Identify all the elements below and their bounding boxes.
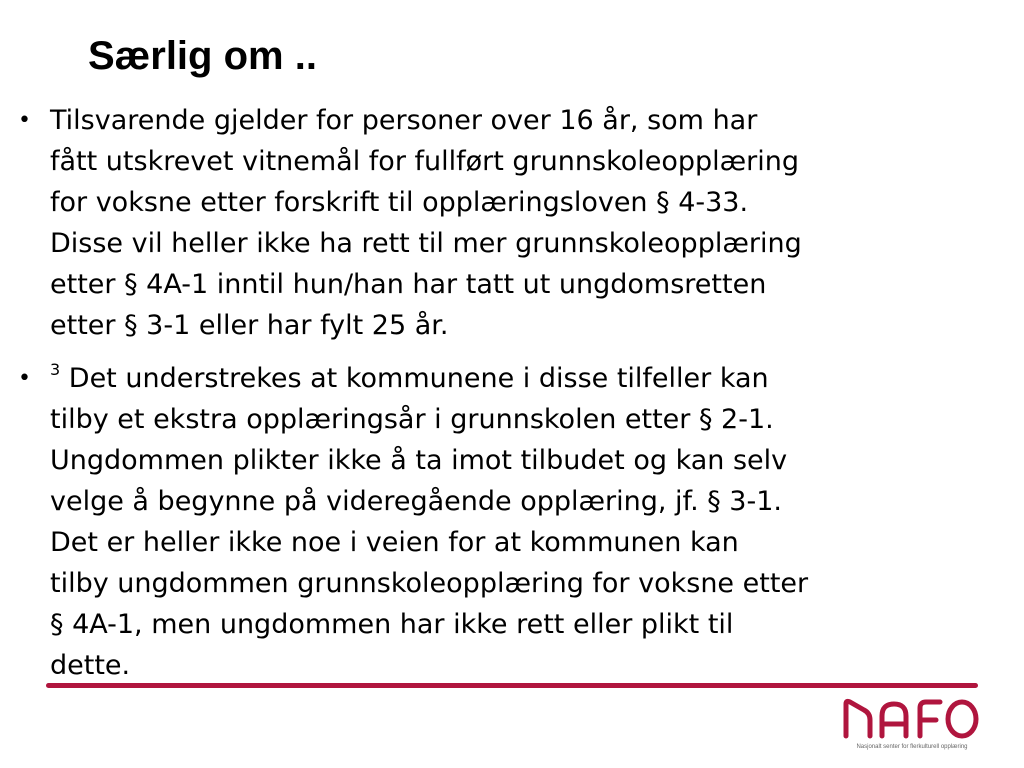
nafo-logo-mark [842, 694, 982, 742]
footer-divider [46, 683, 978, 688]
bullet-text-line: § 4A-1, men ungdommen har ikke rett eller plikt til [50, 609, 734, 640]
bullet-text-first-line: Det understrekes at kommunene i disse tilfeller kan [68, 363, 769, 394]
bullet-text-line: etter § 3-1 eller har fylt 25 år. [50, 310, 449, 341]
bullet-text-line: Disse vil heller ikke ha rett til mer grunnskoleopplæring [50, 228, 802, 259]
bullet-text-line: tilby et ekstra opplæringsår i grunnskolen etter § 2-1. [50, 404, 774, 435]
logo-tagline: Nasjonalt senter for flerkulturell opplæring [856, 744, 968, 750]
bullet-text-line [50, 358, 1024, 399]
bullet-text-line: fått utskrevet vitnemål for fullført grunnskoleopplæring [50, 146, 800, 177]
bullet-text-line: tilby ungdommen grunnskoleopplæring for voksne etter [50, 568, 809, 599]
footnote-marker: 3 [50, 360, 61, 379]
bullet-text-line: for voksne etter forskrift til opplæringsloven § 4-33. [50, 187, 749, 218]
nafo-logo [842, 694, 982, 756]
bullet-text-line: Det er heller ikke noe i veien for at kommunen kan [50, 527, 739, 558]
bullet-text-line: etter § 4A-1 inntil hun/han har tatt ut ungdomsretten [50, 269, 767, 300]
bullet-marker: • [18, 108, 31, 133]
bullet-text-line: velge å begynne på videregående opplæring, jf. § 3-1. [50, 486, 782, 517]
bullet-list [0, 100, 1024, 698]
bullet-text-line: Tilsvarende gjelder for personer over 16 år, som har [50, 105, 758, 136]
bullet-text-line: Ungdommen plikter ikke å ta imot tilbudet og kan selv [50, 445, 788, 476]
bullet-marker: • [18, 366, 31, 391]
slide-title: Særlig om .. [88, 34, 317, 78]
bullet-item [0, 100, 1024, 346]
bullet-text-line: dette. [50, 650, 131, 681]
bullet-item [0, 358, 1024, 686]
